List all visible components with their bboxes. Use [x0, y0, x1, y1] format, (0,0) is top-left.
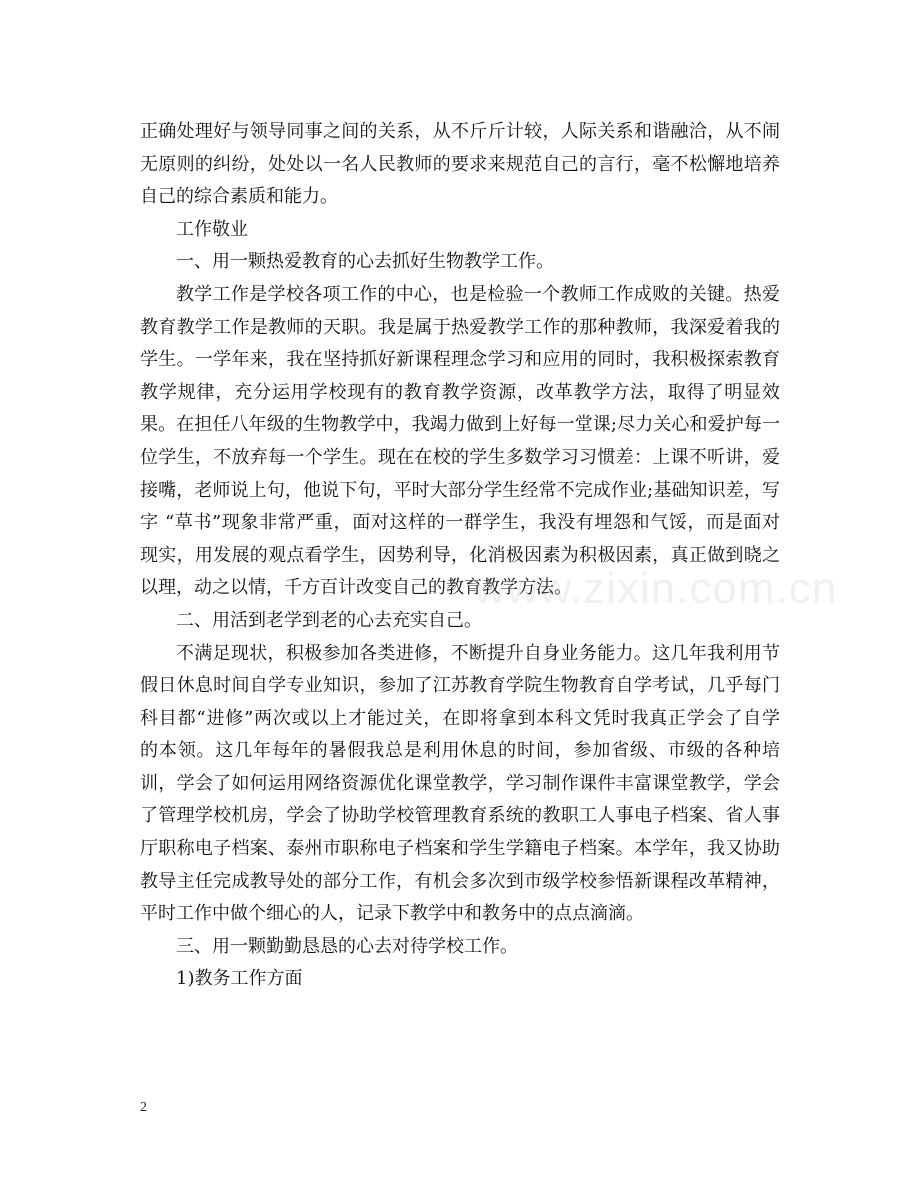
section-heading: 一、用一颗热爱教育的心去抓好生物教学工作。: [176, 251, 554, 273]
text-line: 教学工作是学校各项工作的中心，也是检验一个教师工作成败的关键。热爱: [176, 283, 780, 305]
text-line: 了管理学校机房，学会了协助学校管理教育系统的教职工人事电子档案、省人事: [140, 805, 780, 827]
text-line: 假日休息时间自学专业知识，参加了江苏教育学院生物教育自学考试，几乎每门: [140, 675, 780, 697]
text-line: 科目都“进修”两次或以上才能过关，在即将拿到本科文凭时我真正学会了自学: [140, 707, 780, 729]
text-line: 教学规律，充分运用学校现有的教育教学资源，改革教学方法，取得了明显效: [140, 381, 780, 403]
text-line: 以理，动之以情，千方百计改变自己的教育教学方法。: [140, 577, 572, 599]
text-line: 字 “草书”现象非常严重，面对这样的一群学生，我没有埋怨和气馁，而是面对: [140, 512, 780, 534]
text-line: 正确处理好与领导同事之间的关系，从不斤斤计较，人际关系和谐融洽，从不闹: [140, 121, 780, 142]
text-line: 学生。一学年来，我在坚持抓好新课程理念学习和应用的同时，我积极探索教育: [140, 349, 780, 371]
subsection-heading: 1)教务工作方面: [176, 968, 303, 990]
text-line: 果。在担任八年级的生物教学中，我竭力做到上好每一堂课;尽力关心和爱护每一: [140, 414, 780, 436]
text-line: 现实，用发展的观点看学生，因势利导，化消极因素为积极因素，真正做到晓之: [140, 544, 780, 566]
text-line: 的本领。这几年每年的暑假我总是利用休息的时间，参加省级、市级的各种培: [140, 740, 780, 762]
text-line: 接嘴，老师说上句，他说下句，平时大部分学生经常不完成作业;基础知识差，写: [140, 479, 780, 501]
text-line: 教导主任完成教导处的部分工作，有机会多次到市级学校参悟新课程改革精神，: [140, 870, 780, 892]
text-line: 自己的综合素质和能力。: [140, 186, 338, 208]
text-line: 厅职称电子档案、泰州市职称电子档案和学生学籍电子档案。本学年，我又协助: [140, 838, 780, 860]
text-line: 位学生，不放弃每一个学生。现在在校的学生多数学习习惯差：上课不听讲，爱: [140, 446, 780, 468]
watermark: www.zixin.com.cn: [474, 564, 838, 613]
page-number: 2: [140, 1100, 147, 1115]
text-line: 平时工作中做个细心的人，记录下教学中和教务中的点点滴滴。: [140, 903, 644, 925]
section-heading: 工作敬业: [176, 218, 248, 240]
text-line: 训，学会了如何运用网络资源优化课堂教学，学习制作课件丰富课堂教学，学会: [140, 772, 780, 794]
text-line: 教育教学工作是教师的天职。我是属于热爱教学工作的那种教师，我深爱着我的: [140, 316, 780, 338]
section-heading: 三、用一颗勤勤恳恳的心去对待学校工作。: [176, 935, 518, 957]
text-line: 不满足现状，积极参加各类进修，不断提升自身业务能力。这几年我利用节: [176, 642, 780, 664]
section-heading: 二、用活到老学到老的心去充实自己。: [176, 609, 482, 631]
text-line: 无原则的纠纷，处处以一名人民教师的要求来规范自己的言行，毫不松懈地培养: [140, 153, 780, 175]
document-body: [140, 116, 780, 996]
